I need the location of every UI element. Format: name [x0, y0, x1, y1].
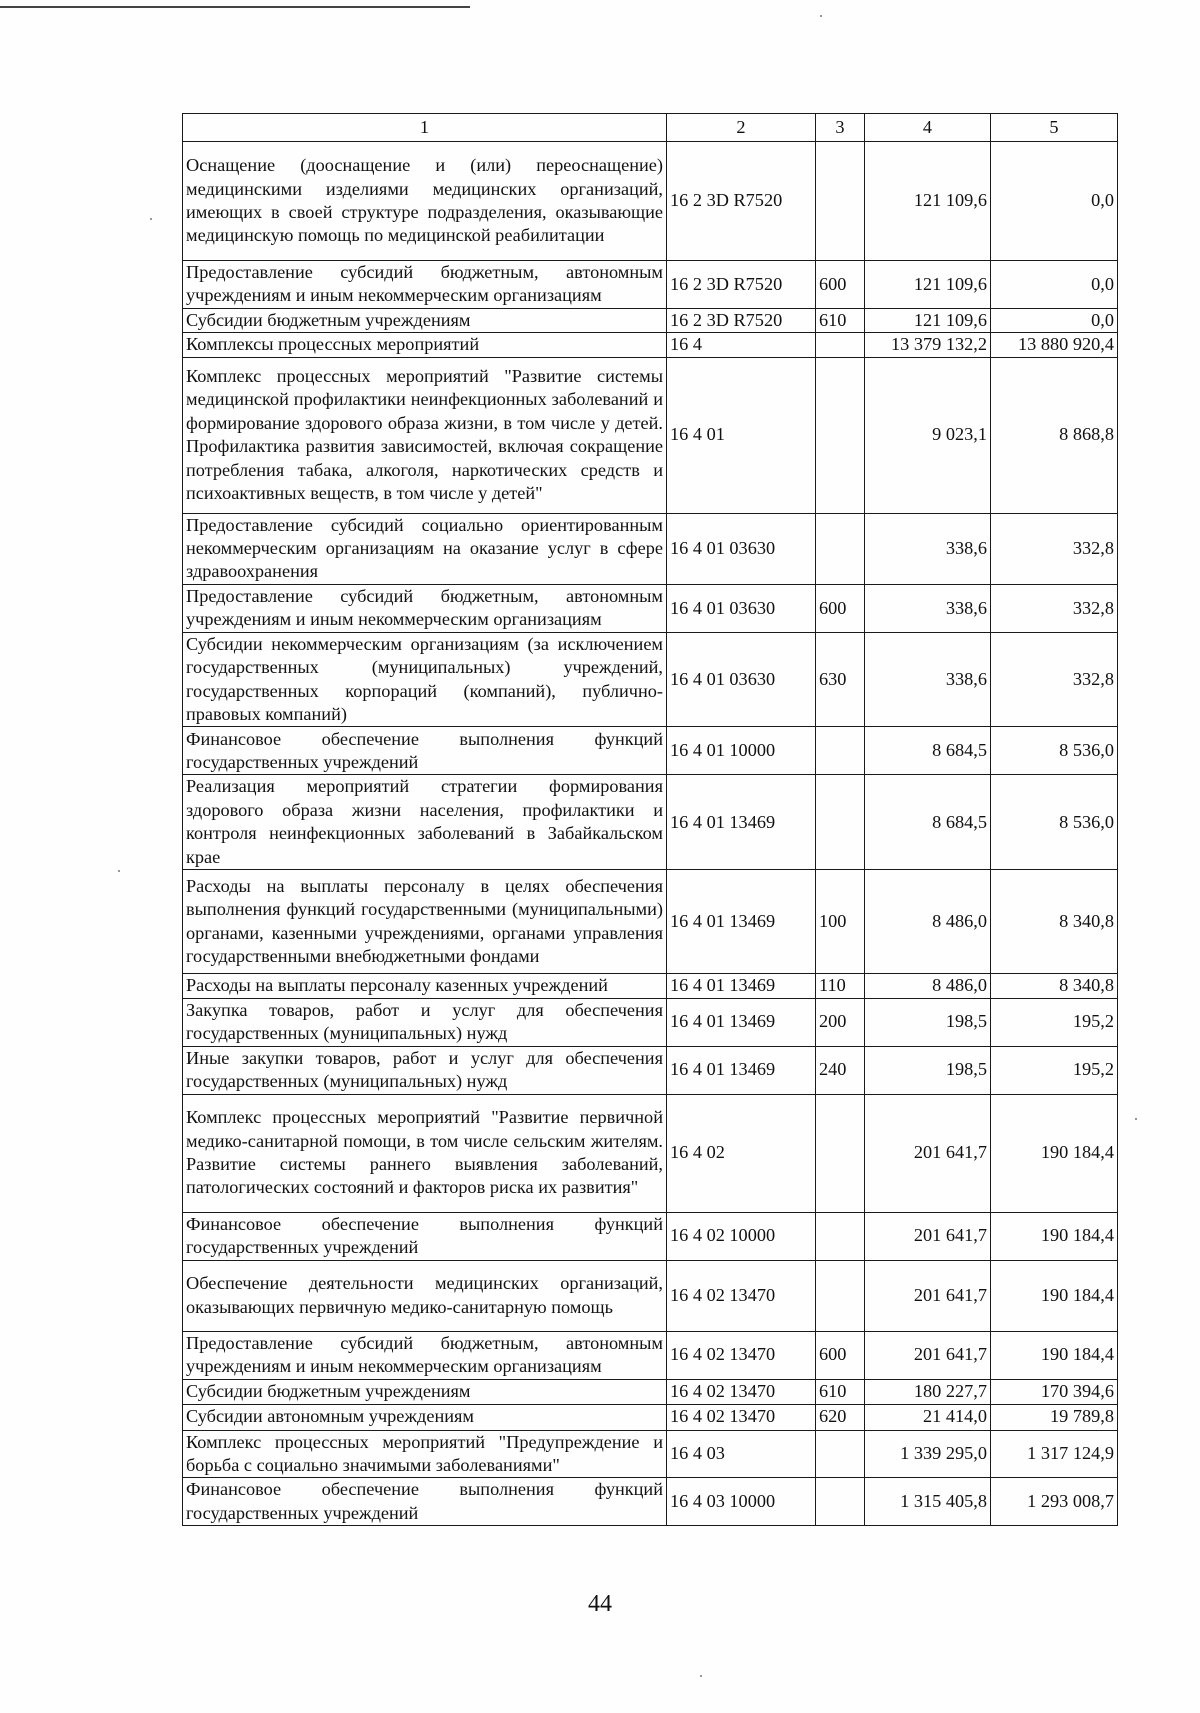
- row-name: Предоставление субсидий бюджетным, автономным учреждениям и иным некоммерческим организациям: [183, 261, 667, 309]
- scan-speck: [1135, 1118, 1137, 1120]
- row-name: Субсидии бюджетным учреждениям: [183, 308, 667, 332]
- page-number: 44: [588, 1591, 612, 1617]
- scan-speck: [820, 15, 822, 17]
- row-expense-type: 620: [816, 1404, 865, 1430]
- row-target-code: 16 4 01 13469: [667, 775, 816, 870]
- row-target-code: 16 4 02 13470: [667, 1331, 816, 1379]
- row-amount-year1: 201 641,7: [865, 1212, 991, 1260]
- row-amount-year2: 190 184,4: [991, 1212, 1118, 1260]
- row-amount-year2: 0,0: [991, 142, 1118, 261]
- row-target-code: 16 4: [667, 333, 816, 357]
- scan-speck: [150, 218, 152, 220]
- row-expense-type: 110: [816, 974, 865, 998]
- row-target-code: 16 4 01 10000: [667, 727, 816, 775]
- row-amount-year1: 338,6: [865, 632, 991, 727]
- row-name: Расходы на выплаты персоналу в целях обеспечения выполнения функций государственными (муниципальными) органами, казенными учреждениями, органами управления государственными внебюджетными фондами: [183, 870, 667, 974]
- row-amount-year2: 8 536,0: [991, 775, 1118, 870]
- row-amount-year1: 9 023,1: [865, 357, 991, 513]
- row-target-code: 16 4 02 13470: [667, 1404, 816, 1430]
- row-amount-year1: 198,5: [865, 998, 991, 1046]
- row-amount-year2: 190 184,4: [991, 1094, 1118, 1212]
- row-amount-year1: 8 684,5: [865, 727, 991, 775]
- row-expense-type: [816, 1212, 865, 1260]
- column-header: 1: [183, 114, 667, 142]
- table-row: [183, 632, 1118, 727]
- row-name: Предоставление субсидий социально ориентированным некоммерческим организациям на оказание услуг в сфере здравоохранения: [183, 513, 667, 584]
- row-expense-type: 610: [816, 1379, 865, 1404]
- table-row: [183, 775, 1118, 870]
- row-expense-type: 600: [816, 584, 865, 632]
- row-target-code: 16 4 01 13469: [667, 870, 816, 974]
- row-name: Предоставление субсидий бюджетным, автономным учреждениям и иным некоммерческим организациям: [183, 584, 667, 632]
- row-expense-type: [816, 142, 865, 261]
- column-header: 5: [991, 114, 1118, 142]
- table-row: [183, 1260, 1118, 1331]
- row-target-code: 16 4 02 13470: [667, 1260, 816, 1331]
- row-name: Финансовое обеспечение выполнения функций государственных учреждений: [183, 1478, 667, 1526]
- row-expense-type: [816, 727, 865, 775]
- table-row: [183, 333, 1118, 357]
- row-target-code: 16 4 03: [667, 1430, 816, 1478]
- row-amount-year2: 332,8: [991, 513, 1118, 584]
- row-amount-year2: 8 340,8: [991, 870, 1118, 974]
- row-amount-year1: 8 486,0: [865, 870, 991, 974]
- row-expense-type: [816, 775, 865, 870]
- row-amount-year2: 170 394,6: [991, 1379, 1118, 1404]
- row-name: Обеспечение деятельности медицинских организаций, оказывающих первичную медико-санитарную помощь: [183, 1260, 667, 1331]
- row-amount-year1: 180 227,7: [865, 1379, 991, 1404]
- column-header: 3: [816, 114, 865, 142]
- row-amount-year1: 201 641,7: [865, 1331, 991, 1379]
- row-amount-year1: 338,6: [865, 513, 991, 584]
- table-row: [183, 308, 1118, 332]
- row-target-code: 16 4 02 10000: [667, 1212, 816, 1260]
- table-row: [183, 1094, 1118, 1212]
- row-target-code: 16 4 01 03630: [667, 632, 816, 727]
- table-row: [183, 870, 1118, 974]
- table-row: [183, 142, 1118, 261]
- row-name: Субсидии бюджетным учреждениям: [183, 1379, 667, 1404]
- row-name: Комплекс процессных мероприятий "Предупреждение и борьба с социально значимыми заболеваниями": [183, 1430, 667, 1478]
- row-amount-year2: 19 789,8: [991, 1404, 1118, 1430]
- row-target-code: 16 2 3D R7520: [667, 308, 816, 332]
- row-name: Комплекс процессных мероприятий "Развитие системы медицинской профилактики неинфекционных заболеваний и формирование здорового образа жизни, в том числе у детей. Профилактика развития зависимостей, включая сокращение потребления табака, алкоголя, наркотических средств и психоактивных веществ, в том числе у детей": [183, 357, 667, 513]
- row-amount-year1: 1 339 295,0: [865, 1430, 991, 1478]
- row-expense-type: [816, 1094, 865, 1212]
- row-amount-year1: 21 414,0: [865, 1404, 991, 1430]
- row-target-code: 16 4 01: [667, 357, 816, 513]
- row-expense-type: [816, 357, 865, 513]
- row-amount-year1: 8 684,5: [865, 775, 991, 870]
- row-name: Закупка товаров, работ и услуг для обеспечения государственных (муниципальных) нужд: [183, 998, 667, 1046]
- table-row: [183, 1478, 1118, 1526]
- scan-speck: [118, 870, 120, 872]
- row-amount-year2: 13 880 920,4: [991, 333, 1118, 357]
- row-name: Предоставление субсидий бюджетным, автономным учреждениям и иным некоммерческим организациям: [183, 1331, 667, 1379]
- row-name: Комплексы процессных мероприятий: [183, 333, 667, 357]
- row-amount-year2: 195,2: [991, 998, 1118, 1046]
- row-amount-year2: 332,8: [991, 584, 1118, 632]
- row-target-code: 16 4 02 13470: [667, 1379, 816, 1404]
- table-row: [183, 974, 1118, 998]
- table-row: [183, 1212, 1118, 1260]
- row-expense-type: 600: [816, 261, 865, 309]
- row-amount-year1: 201 641,7: [865, 1094, 991, 1212]
- row-amount-year1: 1 315 405,8: [865, 1478, 991, 1526]
- row-name: Финансовое обеспечение выполнения функций государственных учреждений: [183, 727, 667, 775]
- row-amount-year2: 0,0: [991, 261, 1118, 309]
- row-expense-type: 240: [816, 1046, 865, 1094]
- row-amount-year2: 190 184,4: [991, 1331, 1118, 1379]
- table-row: [183, 1379, 1118, 1404]
- row-target-code: 16 4 01 13469: [667, 998, 816, 1046]
- table-row: [183, 261, 1118, 309]
- table-row: [183, 584, 1118, 632]
- row-expense-type: 200: [816, 998, 865, 1046]
- row-expense-type: [816, 1478, 865, 1526]
- row-target-code: 16 4 03 10000: [667, 1478, 816, 1526]
- row-expense-type: [816, 513, 865, 584]
- table-row: [183, 998, 1118, 1046]
- row-name: Расходы на выплаты персоналу казенных учреждений: [183, 974, 667, 998]
- row-amount-year2: 8 868,8: [991, 357, 1118, 513]
- row-amount-year2: 0,0: [991, 308, 1118, 332]
- row-amount-year2: 8 536,0: [991, 727, 1118, 775]
- table-row: [183, 1046, 1118, 1094]
- row-amount-year2: 332,8: [991, 632, 1118, 727]
- row-amount-year2: 1 317 124,9: [991, 1430, 1118, 1478]
- row-expense-type: 100: [816, 870, 865, 974]
- row-target-code: 16 4 01 13469: [667, 1046, 816, 1094]
- row-target-code: 16 2 3D R7520: [667, 142, 816, 261]
- row-target-code: 16 4 02: [667, 1094, 816, 1212]
- row-amount-year1: 13 379 132,2: [865, 333, 991, 357]
- row-amount-year2: 8 340,8: [991, 974, 1118, 998]
- table-row: [183, 1430, 1118, 1478]
- row-target-code: 16 4 01 03630: [667, 584, 816, 632]
- column-header: 2: [667, 114, 816, 142]
- row-expense-type: [816, 1430, 865, 1478]
- row-name: Оснащение (дооснащение и (или) переоснащение) медицинскими изделиями медицинских организаций, имеющих в своей структуре подразделения, оказывающие медицинскую помощь по медицинской реабилитации: [183, 142, 667, 261]
- row-amount-year1: 338,6: [865, 584, 991, 632]
- row-target-code: 16 4 01 03630: [667, 513, 816, 584]
- table-row: [183, 727, 1118, 775]
- row-expense-type: [816, 1260, 865, 1331]
- row-amount-year1: 121 109,6: [865, 261, 991, 309]
- row-amount-year2: 190 184,4: [991, 1260, 1118, 1331]
- table-row: [183, 1404, 1118, 1430]
- row-target-code: 16 2 3D R7520: [667, 261, 816, 309]
- row-target-code: 16 4 01 13469: [667, 974, 816, 998]
- top-edge-line: [0, 6, 470, 8]
- row-amount-year2: 1 293 008,7: [991, 1478, 1118, 1526]
- table-header-row: [183, 114, 1118, 142]
- row-name: Иные закупки товаров, работ и услуг для обеспечения государственных (муниципальных) нужд: [183, 1046, 667, 1094]
- row-expense-type: 630: [816, 632, 865, 727]
- row-amount-year1: 201 641,7: [865, 1260, 991, 1331]
- table-row: [183, 1331, 1118, 1379]
- row-amount-year2: 195,2: [991, 1046, 1118, 1094]
- row-expense-type: [816, 333, 865, 357]
- scan-speck: [700, 1675, 702, 1677]
- table-row: [183, 513, 1118, 584]
- row-name: Реализация мероприятий стратегии формирования здорового образа жизни населения, профилактики и контроля неинфекционных заболеваний в Забайкальском крае: [183, 775, 667, 870]
- budget-table: [182, 113, 1118, 1526]
- row-expense-type: 610: [816, 308, 865, 332]
- row-name: Финансовое обеспечение выполнения функций государственных учреждений: [183, 1212, 667, 1260]
- row-name: Субсидии некоммерческим организациям (за исключением государственных (муниципальных) учреждений, государственных корпораций (компаний), публично-правовых компаний): [183, 632, 667, 727]
- row-amount-year1: 8 486,0: [865, 974, 991, 998]
- row-name: Субсидии автономным учреждениям: [183, 1404, 667, 1430]
- row-name: Комплекс процессных мероприятий "Развитие первичной медико-санитарной помощи, в том числе сельским жителям. Развитие системы раннего выявления заболеваний, патологических состояний и факторов риска их развития": [183, 1094, 667, 1212]
- row-amount-year1: 121 109,6: [865, 308, 991, 332]
- row-amount-year1: 121 109,6: [865, 142, 991, 261]
- row-expense-type: 600: [816, 1331, 865, 1379]
- column-header: 4: [865, 114, 991, 142]
- table-row: [183, 357, 1118, 513]
- row-amount-year1: 198,5: [865, 1046, 991, 1094]
